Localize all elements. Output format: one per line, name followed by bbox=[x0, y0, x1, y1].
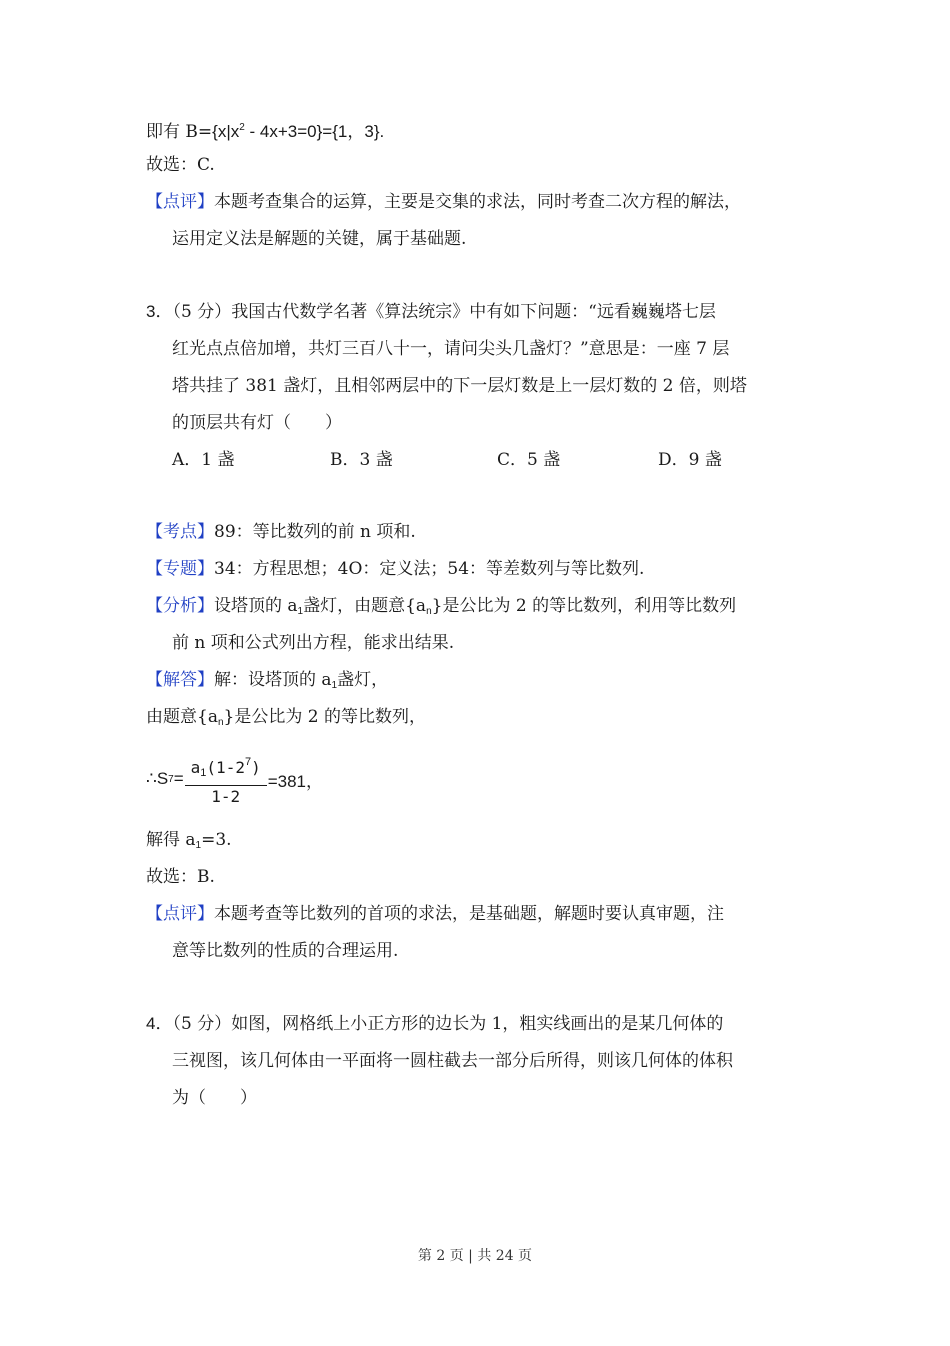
sum-formula bbox=[146, 752, 323, 806]
question-number: 4． bbox=[146, 1014, 173, 1033]
text: 即有 B= bbox=[146, 122, 213, 142]
close-paren: ) bbox=[251, 757, 261, 777]
text: 盏灯， bbox=[337, 670, 389, 690]
comment-prev-line2: 运用定义法是解题的关键，属于基础题. bbox=[172, 229, 467, 249]
comment-3 bbox=[146, 902, 724, 926]
text: }是公比为 2 的等比数列，利用等比数列 bbox=[431, 596, 737, 616]
exponent: 7 bbox=[244, 755, 252, 768]
question-number: 3． bbox=[146, 302, 173, 321]
page-footer: 第 2 页 | 共 24 页 bbox=[417, 1248, 533, 1264]
result: =381， bbox=[267, 771, 324, 791]
equals: = bbox=[173, 769, 184, 788]
answer-line-prev: 故选：C. bbox=[146, 155, 215, 175]
youtiyi-line bbox=[146, 705, 426, 729]
fenxi-line2: 前 n 项和公式列出方程，能求出结果. bbox=[172, 633, 455, 653]
therefore-s: ∴S bbox=[146, 769, 169, 788]
answer-line-3: 故选：B. bbox=[146, 867, 215, 887]
option-d: D．9 盏 bbox=[658, 450, 722, 470]
jieda-line bbox=[146, 668, 388, 692]
numerator bbox=[185, 751, 267, 786]
comment-3-line2: 意等比数列的性质的合理运用. bbox=[172, 941, 399, 961]
subscript: 1 bbox=[297, 606, 304, 617]
question-3-line3: 塔共挂了 381 盏灯，且相邻两层中的下一层灯数是上一层灯数的 2 倍，则塔 bbox=[172, 376, 747, 396]
paren-expr: (1-2 bbox=[206, 757, 245, 777]
math-text: {x|x bbox=[212, 122, 240, 141]
text: =3. bbox=[201, 830, 232, 850]
option-c: C．5 盏 bbox=[497, 450, 561, 470]
text: }是公比为 2 的等比数列， bbox=[223, 707, 426, 727]
text: 由题意{a bbox=[146, 707, 218, 727]
subscript: 7 bbox=[168, 773, 174, 785]
solve-line bbox=[146, 828, 232, 852]
fraction bbox=[185, 751, 267, 808]
question-4-line3: 为（ ） bbox=[172, 1088, 257, 1108]
subscript: 1 bbox=[195, 840, 202, 851]
comment-prev bbox=[146, 190, 741, 214]
text: 设塔顶的 a bbox=[214, 596, 298, 616]
jieda-tag: 【解答】 bbox=[146, 670, 214, 690]
text: 解：设塔顶的 a bbox=[214, 670, 332, 690]
question-3-line1 bbox=[146, 300, 716, 324]
zhuanti-tag: 【专题】 bbox=[146, 559, 214, 579]
zhuanti-line bbox=[146, 557, 644, 581]
kaodian-tag: 【考点】 bbox=[146, 522, 214, 542]
math-text: - 4x+3=0}={1，3}. bbox=[244, 122, 385, 141]
text: 解得 a bbox=[146, 830, 196, 850]
subscript: n bbox=[217, 717, 224, 728]
subscript: 1 bbox=[331, 680, 338, 691]
set-equation-line bbox=[146, 116, 384, 140]
option-a: A．1 盏 bbox=[172, 450, 235, 470]
option-b: B．3 盏 bbox=[330, 450, 393, 470]
question-4-line2: 三视图，该几何体由一平面将一圆柱截去一部分后所得，则该几何体的体积 bbox=[172, 1051, 733, 1071]
question-text: （5 分）我国古代数学名著《算法统宗》中有如下问题：“远看巍巍塔七层 bbox=[172, 302, 716, 322]
comment-tag: 【点评】 bbox=[146, 904, 214, 924]
kaodian-text: 89：等比数列的前 n 项和. bbox=[214, 522, 416, 542]
subscript: 1 bbox=[200, 766, 207, 779]
comment-text: 本题考查等比数列的首项的求法，是基础题，解题时要认真审题，注 bbox=[214, 904, 724, 924]
fenxi-line bbox=[146, 594, 736, 618]
comment-text: 本题考查集合的运算，主要是交集的求法，同时考查二次方程的解法， bbox=[214, 192, 741, 212]
question-4-line1 bbox=[146, 1012, 723, 1036]
denominator: 1-2 bbox=[211, 786, 241, 806]
question-text: （5 分）如图，网格纸上小正方形的边长为 1，粗实线画出的是某几何体的 bbox=[172, 1014, 724, 1034]
a: a bbox=[190, 757, 201, 777]
kaodian-line bbox=[146, 520, 416, 544]
question-3-line2: 红光点点倍加增，共灯三百八十一，请问尖头几盏灯？”意思是：一座 7 层 bbox=[172, 339, 730, 359]
question-3-line4: 的顶层共有灯（ ） bbox=[172, 413, 342, 433]
zhuanti-text: 34：方程思想；4O：定义法；54：等差数列与等比数列. bbox=[214, 559, 645, 579]
subscript: n bbox=[426, 606, 432, 617]
exponent: 2 bbox=[239, 122, 245, 133]
text: 盏灯，由题意{a bbox=[303, 596, 427, 616]
fenxi-tag: 【分析】 bbox=[146, 596, 214, 616]
comment-tag: 【点评】 bbox=[146, 192, 214, 212]
